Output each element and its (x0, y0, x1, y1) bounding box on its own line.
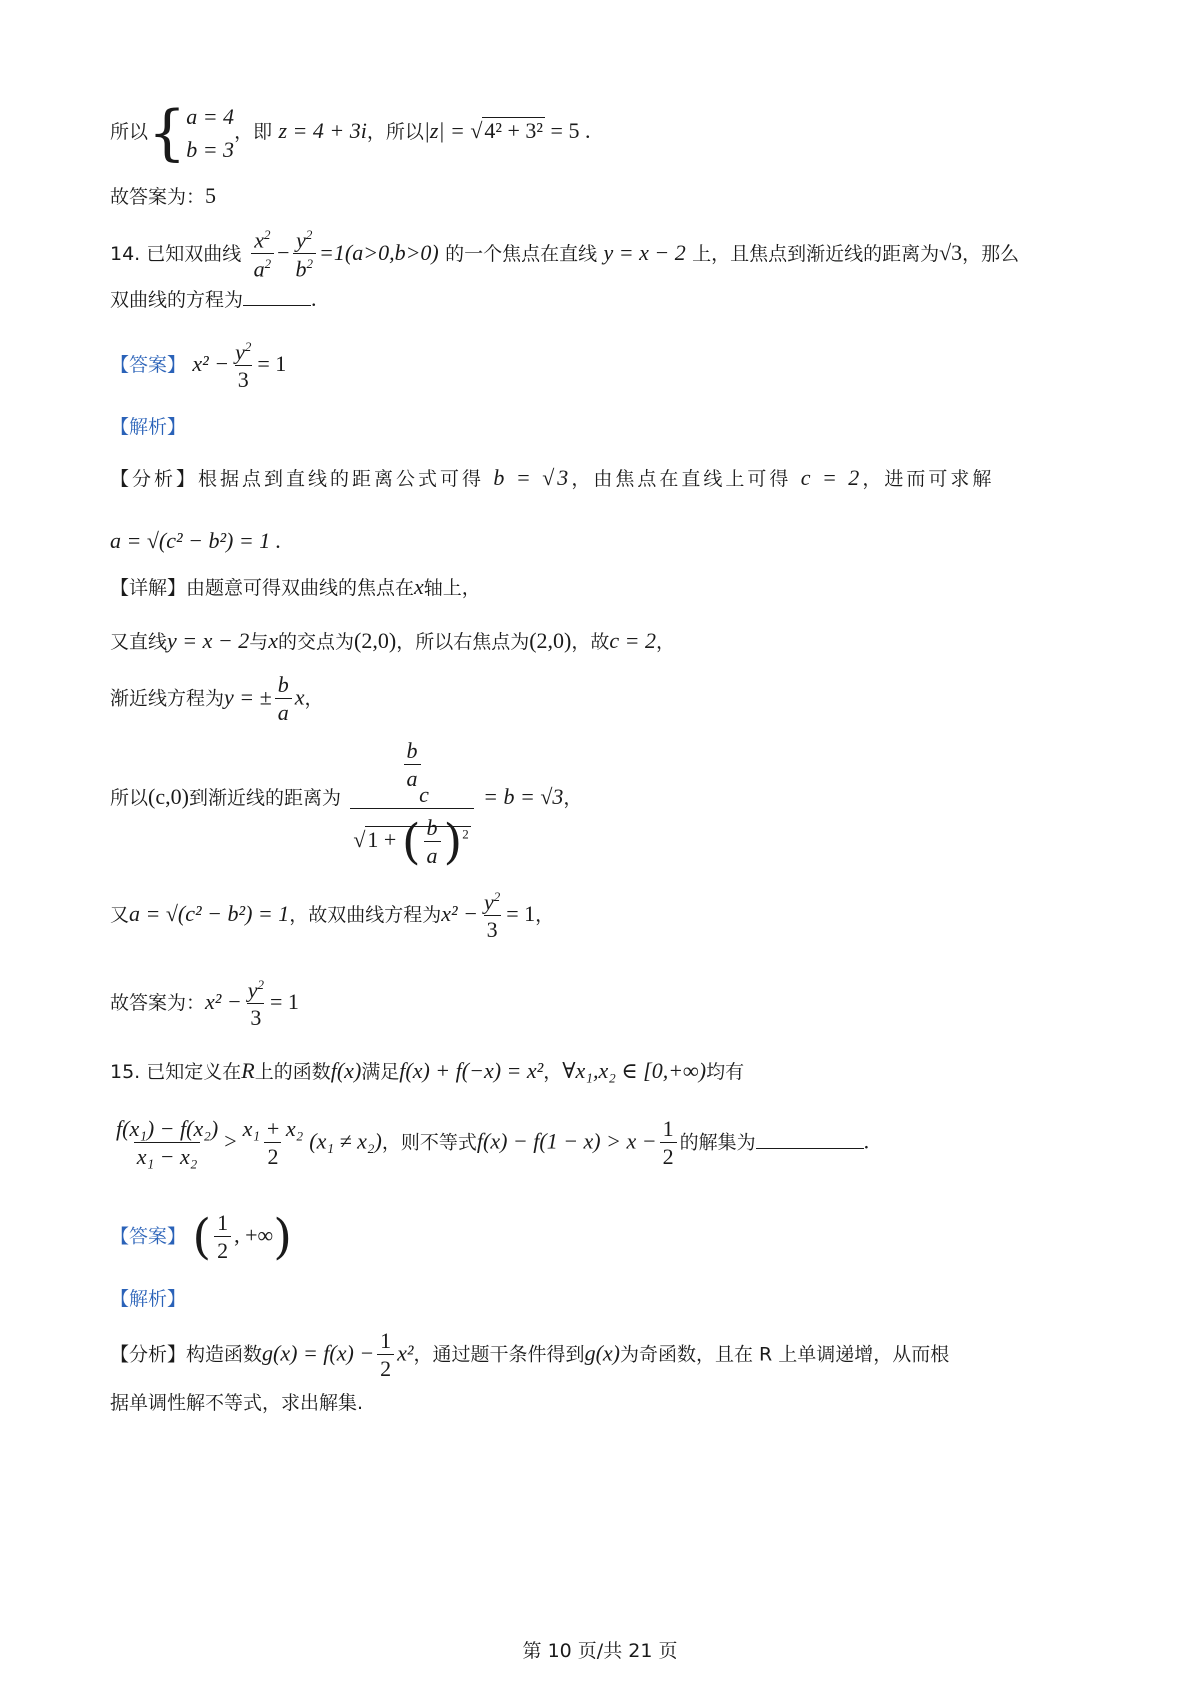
brace: { (148, 98, 187, 168)
text: ，故 (571, 631, 610, 653)
answer-value: , +∞ (234, 1222, 274, 1248)
text: 上，且焦点到渐近线的距离为 (692, 242, 940, 265)
text: 根据点到直线的距离公式可得 (198, 468, 485, 490)
text: 的解集为 (679, 1131, 756, 1154)
text: 又直线 (110, 631, 168, 653)
q15-answer: 【答案】 ( $\frac{1}{2}$ , +∞) (110, 1209, 292, 1265)
text: 上的函数 (254, 1061, 331, 1083)
asymptote-eq: y = ± (224, 684, 272, 710)
text: ，进而可求解 (862, 468, 995, 490)
text: 所以 (110, 121, 149, 144)
text: 的交点为 (278, 631, 355, 653)
answer-rhs: = 1 (257, 351, 287, 377)
line-eq: y = x − 2 (603, 239, 686, 265)
text: 故答案为： (110, 992, 206, 1015)
x2: x² (397, 1340, 414, 1366)
inequality: f(x) − f(1 − x) > x − (476, 1128, 657, 1154)
text: ， (563, 787, 583, 809)
text: ，所以 (366, 121, 424, 144)
eq-rhs: = 1 (506, 901, 536, 927)
eq-lhs: x² − (441, 901, 478, 927)
text: ，由焦点在直线上可得 (571, 468, 792, 490)
q14-detail-3 (110, 674, 323, 724)
text: 到渐近线的距离为 (188, 787, 341, 809)
q15-fenxi-1 (110, 1330, 949, 1380)
text: ，即 (234, 121, 273, 144)
q15-analysis-tag (110, 1288, 186, 1309)
text: ，则不等式 (381, 1131, 477, 1154)
c-eq: c = 2 (609, 628, 657, 653)
text: . (863, 1128, 870, 1154)
detail-tag: 【详解】 (110, 577, 187, 599)
gt: > (224, 1128, 237, 1154)
c-eq: c = 2 (800, 465, 863, 490)
q14-answer (110, 340, 286, 391)
text: ， (304, 687, 324, 710)
answer-tag: 【答案】 (110, 354, 187, 377)
fenxi-tag: 【分析】 (110, 468, 199, 490)
text: 均有 (706, 1061, 745, 1083)
answer-lhs: x² − (192, 351, 230, 377)
distance: √3 (939, 239, 963, 265)
b-eq: b = √3 (493, 465, 572, 490)
fx: f(x) (330, 1058, 362, 1083)
func-eq: f(x) + f(−x) = x² (399, 1058, 544, 1083)
fraction-y2-3: $\frac{y^2}{3}$ (483, 889, 501, 943)
point: (c,0) (148, 784, 189, 809)
analysis-tag: 【解析】 (110, 416, 187, 438)
fraction-b-a: $\frac{b}{a}$ (275, 674, 292, 724)
gx: g(x) (584, 1340, 620, 1366)
difference-quotient: $\frac{\text{f(x₁) − f(x₂)}}{\text{x₁ − x₂}}$ (116, 1116, 219, 1169)
fraction-y2-b2: $\frac{y^2}{b^2}$ (293, 228, 317, 281)
text: ， (543, 1061, 563, 1083)
x-var: x (414, 574, 424, 599)
distance-result: = b = √3 (483, 784, 564, 809)
text: 为奇函数，且在 R 上单调递增，从而根 (619, 1343, 950, 1366)
question-number: 15. 已知定义在 (110, 1061, 242, 1083)
abs-z: |z| = (423, 118, 471, 144)
q14-detail-1 (110, 576, 481, 598)
text: 由题意可得双曲线的焦点在 (186, 577, 415, 599)
q14-detail-5 (110, 890, 554, 941)
answer-blank (756, 1148, 864, 1149)
answer-value: 5 (205, 183, 217, 208)
line-1: 所以{ a = 4 b = 3 ，即 z = 4 + 3i，所以|z| = √4² + 3² = 5 . (110, 98, 591, 168)
text: 构造函数 (186, 1343, 263, 1366)
q15-fenxi-2 (110, 1392, 363, 1413)
line-eq: y = x − 2 (167, 628, 250, 653)
eq-b: b = 3 (186, 137, 235, 162)
line-2 (110, 185, 216, 207)
text: 据单调性解不等式，求出解集. (110, 1392, 364, 1414)
q15-line-2 (110, 1118, 869, 1168)
q14-line-1: 14. 已知双曲线 $\frac{x^2}{a^2}$ − $\frac{y^2}{b^2}$ =1(a>0,b>0) 的一个焦点在直线 y = x − 2 上，且焦点到渐近线的距离为√3，那么 (110, 227, 1020, 282)
distance-fraction: $\frac{b}{a}$ c √1 + ( $\frac{b}{a}$ )$^2$ (350, 740, 473, 867)
text: ，所以右焦点为 (396, 631, 530, 653)
condition: =1(a>0,b>0) (319, 239, 439, 265)
text: 与 (249, 631, 269, 653)
text: 的一个焦点在直线 (445, 242, 598, 265)
text: 渐近线方程为 (110, 687, 225, 710)
forall: ∀x₁,x₂ ∈ [0,+∞) (562, 1058, 707, 1083)
q15-line-1 (110, 1060, 744, 1082)
fraction-x2-a2: $\frac{x^2}{a^2}$ (251, 228, 275, 281)
g-def: g(x) = f(x) − (262, 1340, 375, 1366)
q14-analysis-tag (110, 416, 186, 437)
q14-detail-4 (110, 738, 583, 870)
text: 又 (110, 904, 130, 927)
q14-fenxi-1 (110, 467, 994, 489)
text: ， (656, 631, 676, 653)
analysis-tag: 【解析】 (110, 1288, 187, 1310)
point: (2,0) (529, 628, 572, 653)
text: ， (535, 904, 555, 927)
q14-detail-2 (110, 630, 675, 652)
fenxi-tag: 【分析】 (110, 1343, 187, 1366)
question-number: 14. 已知双曲线 (110, 242, 242, 265)
text: 故答案为： (110, 186, 206, 208)
q14-detail-6 (110, 978, 299, 1029)
text: 满足 (361, 1061, 400, 1083)
a-eq: a = √(c² − b²) = 1 . (110, 528, 282, 553)
fraction-y2-3: $\frac{y^2}{3}$ (235, 339, 252, 393)
q14-line-2 (110, 288, 317, 310)
text: 所以 (110, 787, 149, 809)
eq-lhs: x² − (205, 989, 242, 1015)
fraction-half: $\frac{1}{2}$ (660, 1118, 677, 1168)
text: . (311, 286, 317, 311)
fraction-half: $\frac{1}{2}$ (214, 1212, 231, 1262)
neq: (x₁ ≠ x₂) (309, 1128, 382, 1154)
z-eq: z = 4 + 3i (278, 118, 367, 144)
r-set: R (241, 1058, 255, 1083)
text: 轴上， (423, 577, 481, 599)
x-var: x (294, 684, 305, 710)
page-footer: 第 10 页/共 21 页 (522, 1640, 678, 1662)
text: 双曲线的方程为 (110, 289, 244, 311)
x-var: x (268, 628, 279, 653)
root-content: 4² + 3² (484, 118, 544, 144)
result: = 5 . (545, 118, 591, 144)
eq-rhs: = 1 (270, 989, 299, 1015)
text: ，通过题干条件得到 (413, 1343, 585, 1366)
fraction-half: $\frac{1}{2}$ (377, 1330, 394, 1380)
text: ，那么 (962, 242, 1020, 265)
eq-a: a = 4 (186, 104, 235, 129)
average-fraction: $\frac{\text{x₁ + x₂}}{2}$ (242, 1116, 304, 1169)
point: (2,0) (354, 628, 397, 653)
answer-tag: 【答案】 (110, 1225, 187, 1248)
q14-fenxi-2 (110, 530, 281, 552)
fraction-y2-3: $\frac{y^2}{3}$ (247, 977, 264, 1031)
answer-blank (243, 305, 311, 306)
a-eq: a = √(c² − b²) = 1 (129, 901, 290, 927)
text: ，故双曲线方程为 (289, 904, 442, 927)
